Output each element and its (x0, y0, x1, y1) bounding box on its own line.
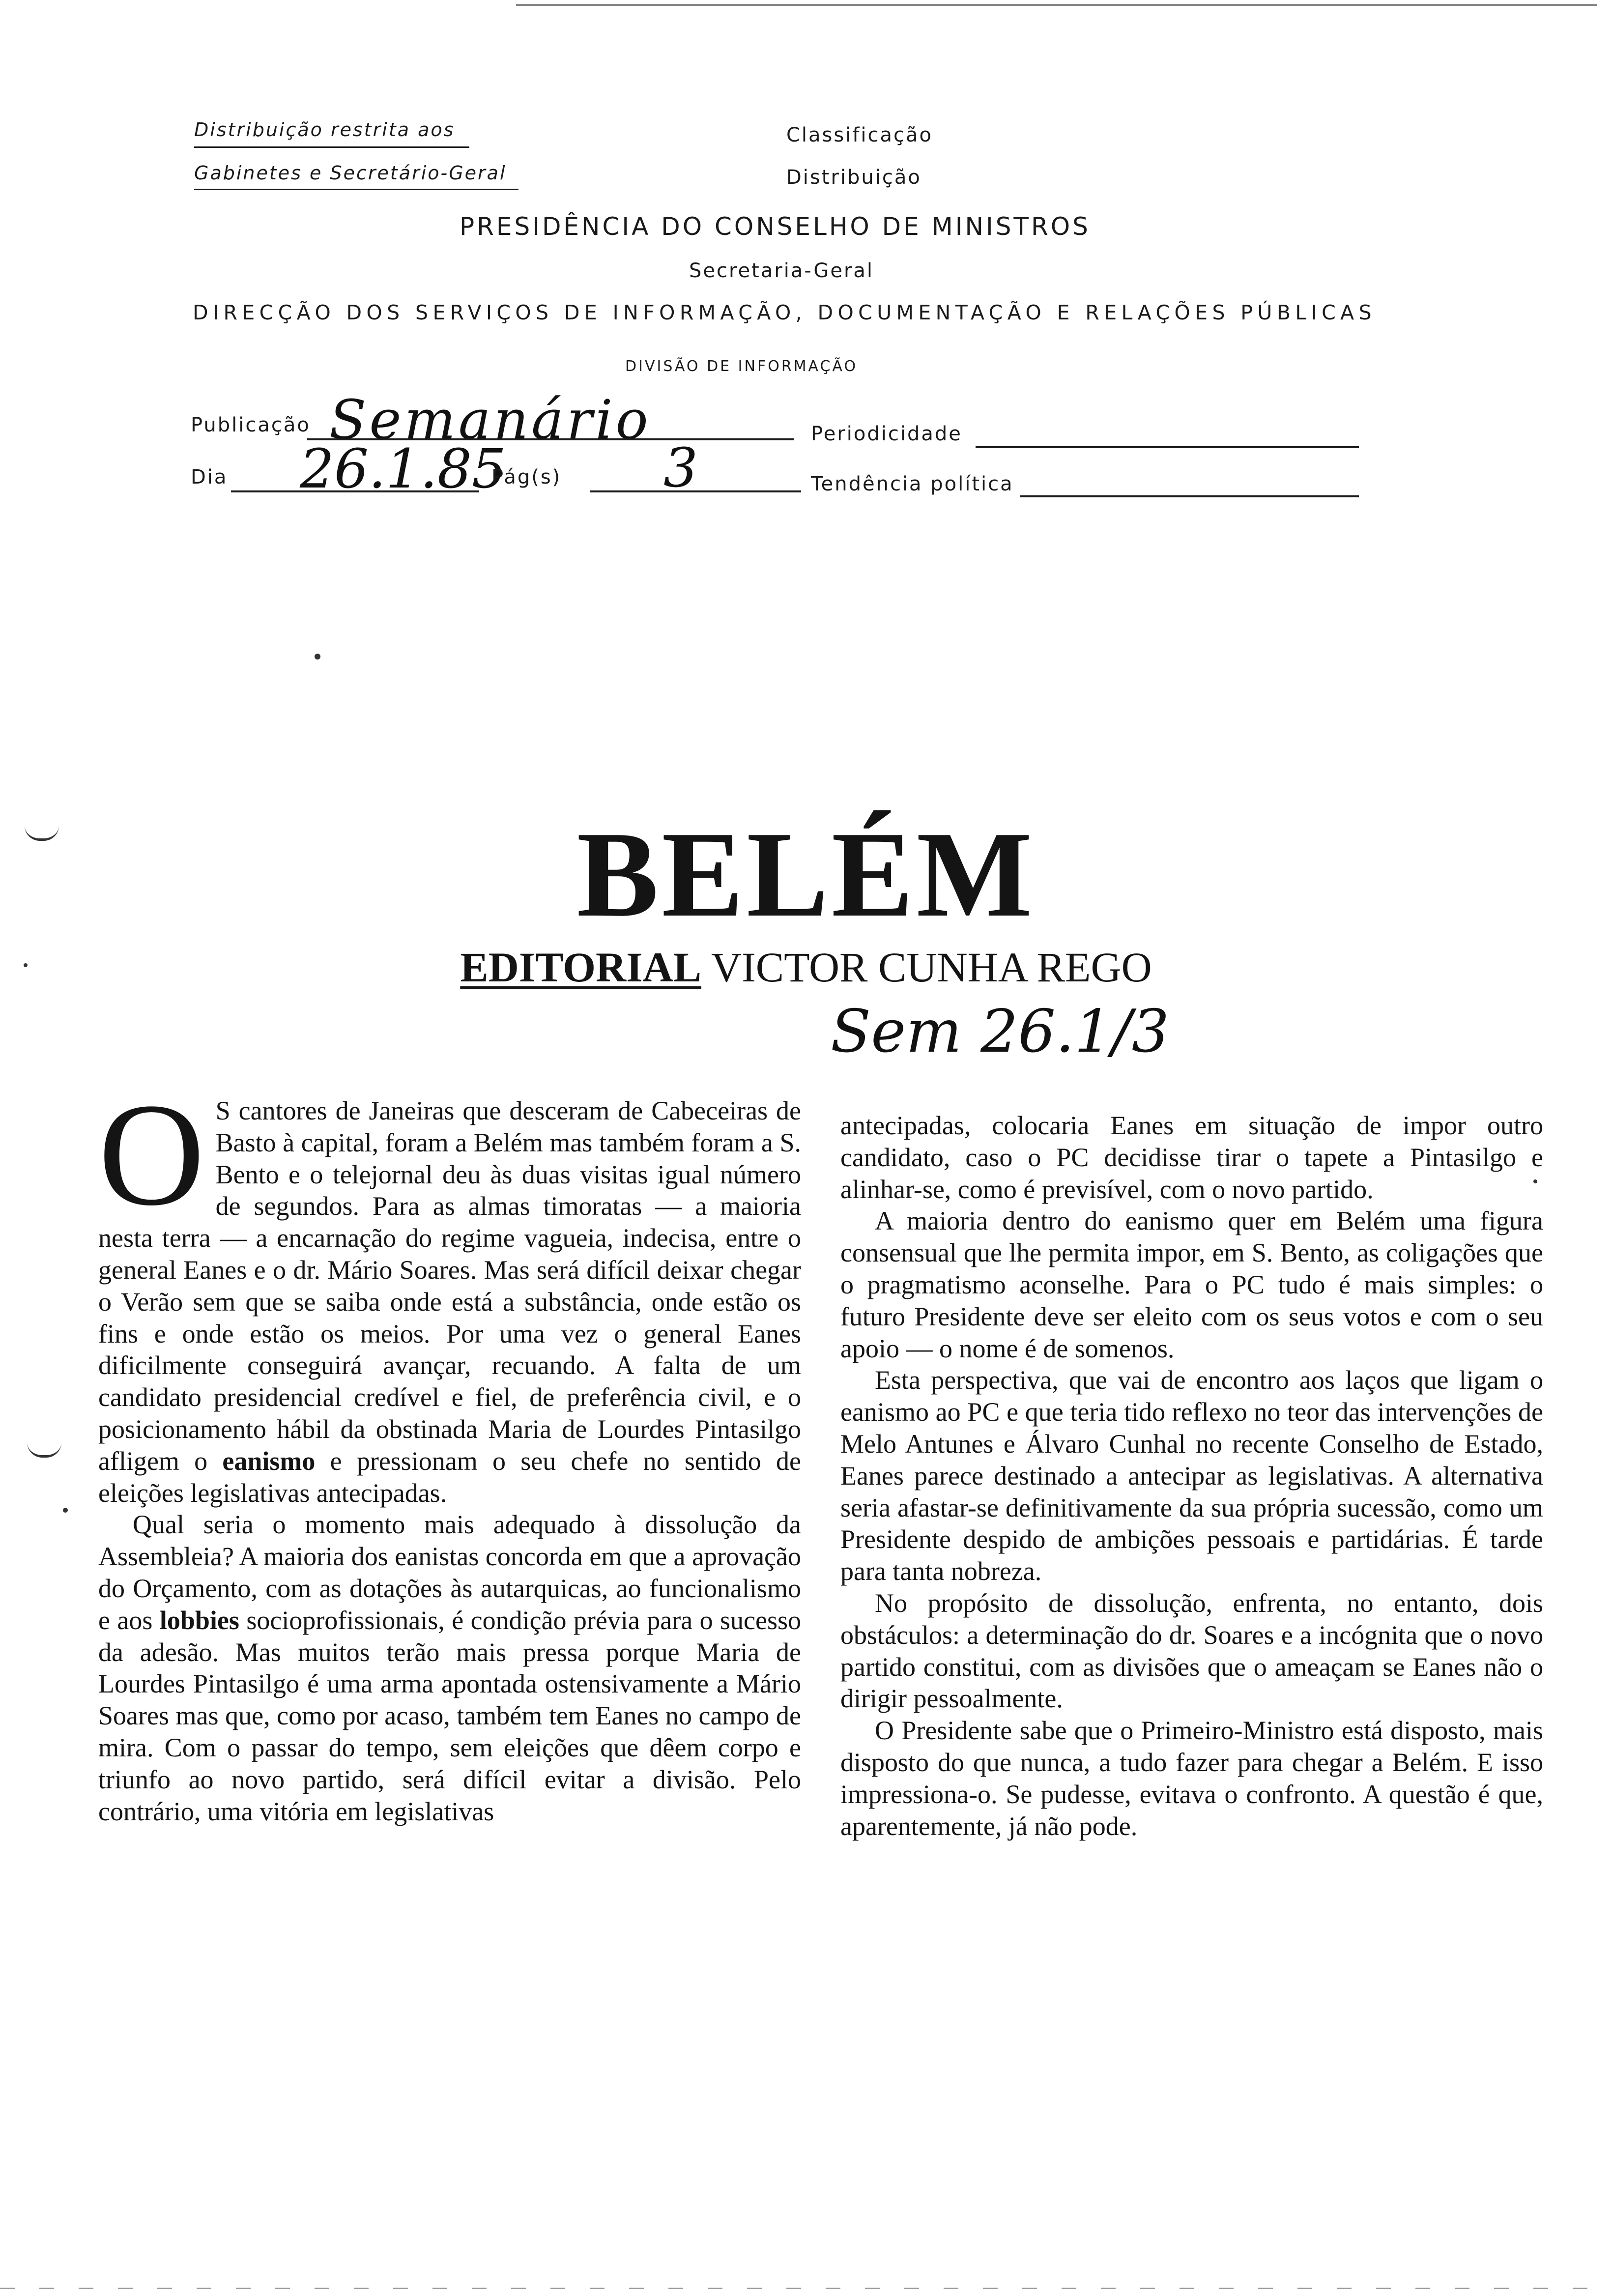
distribution-label: Distribuição (786, 166, 921, 189)
political-tendency-line (1020, 495, 1359, 497)
political-tendency-label: Tendência política (811, 473, 1014, 495)
secretariat-heading: Secretaria-Geral (689, 259, 874, 282)
top-scan-line (516, 4, 1597, 6)
day-value: 26.1.85 (300, 437, 506, 500)
presidency-heading: PRESIDÊNCIA DO CONSELHO DE MINISTROS (460, 212, 1091, 241)
article-column-1 (98, 1073, 802, 1827)
directorate-heading: DIRECÇÃO DOS SERVIÇOS DE INFORMAÇÃO, DOCUMENTAÇÃO E RELAÇÕES PÚBLICAS (193, 301, 1376, 324)
article-paragraph: O Presidente sabe que o Primeiro-Ministro está disposto, mais disposto do que nunca, a tudo fazer para chegar a Belém. E isso impressiona-o. Se pudesse, evitava o confronto. A questão é que, aparentemente, já não pode. (840, 1716, 1543, 1841)
article-paragraph (98, 1509, 801, 1827)
paragraph-text: e pressionam o seu chefe no sentido de eleições legislativas antecipadas. (98, 1446, 802, 1508)
day-label: Dia (191, 466, 228, 488)
dropcap: O (98, 1073, 205, 1236)
periodicity-line (976, 446, 1359, 448)
article-column-2 (840, 1110, 1543, 1842)
article-paragraph: antecipadas, colocaria Eanes em situação de impor outro candidato, caso o PC decidisse tirar o tapete a Pintasilgo e alinhar-se, como é previsível, com o novo partido. (840, 1111, 1543, 1204)
publication-value: Semanário (329, 388, 651, 451)
pages-line (590, 490, 801, 492)
left-scan-mark (27, 1442, 61, 1458)
scan-speck (63, 1508, 68, 1513)
periodicity-label: Periodicidade (811, 423, 962, 445)
byline-kind: EDITORIAL (460, 944, 702, 991)
article-paragraph (98, 1073, 802, 1509)
bottom-scan-line (0, 2288, 1612, 2289)
distribution-line-1: Distribuição restrita aos (194, 119, 455, 141)
paragraph-text: socioprofissionais, é condição prévia para o sucesso da adesão. Mas muitos terão mais pressa porque Maria de Lourdes Pintasilgo é uma arma apontada ostensivamente a Mário Soares mas que, como por acaso, também tem Eanes no campo de mira. Com o passar do tempo, sem eleições que dêem corpo e triunfo ao novo partido, será difícil evitar a divisão. Pelo contrário, uma vitória em legislativas (98, 1605, 802, 1826)
article-paragraph: A maioria dentro do eanismo quer em Belém uma figura consensual que lhe permita impor, em S. Bento, as coligações que o pragmatismo aconselhe. Para o PC tudo é mais simples: o futuro Presidente deve ser eleito com os seus votos e com o seu apoio — o nome é de somenos. (840, 1206, 1543, 1363)
paragraph-text: S cantores de Janeiras que desceram de Cabeceiras de Basto à capital, foram a Belém mas também foram a S. Bento e o telejornal deu às duas visitas igual número de segundos. Para as almas timoratas — a maioria nesta terra — a encarnação do regime vagueia, indecisa, entre o general Eanes e o dr. Mário Soares. Mas será difícil deixar chegar o Verão sem que se saiba onde está a substância, onde estão os fins e onde estão os meios. Por uma vez o general Eanes dificilmente conseguirá avançar, recuando. A falta de um candidato presidencial credível e fiel, de preferência civil, e o posicionamento hábil da obstinada Maria de Lourdes Pintasilgo afligem o (98, 1096, 801, 1476)
pages-value: 3 (663, 436, 698, 499)
pages-label: Pág(s) (491, 466, 562, 488)
paragraph-emphasis: eanismo (222, 1446, 316, 1476)
distribution-underline-1 (194, 146, 469, 148)
division-heading: DIVISÃO DE INFORMAÇÃO (625, 358, 858, 375)
article-paragraph: No propósito de dissolução, enfrenta, no entanto, dois obstáculos: a determinação do dr. Soares e a incógnita que o novo partido constitui, com as divisões que o ameaçam se Eanes não o dirigir pessoalmente. (840, 1588, 1543, 1714)
article-title: BELÉM (576, 806, 1036, 943)
scan-speck (315, 654, 320, 660)
byline-author: VICTOR CUNHA REGO (711, 944, 1152, 991)
byline (0, 943, 1612, 992)
article-paragraph: Esta perspectiva, que vai de encontro aos laços que ligam o eanismo ao PC e que teria tido reflexo no teor das intervenções de Melo Antunes e Álvaro Cunhal no recente Conselho de Estado, Eanes parece destinado a antecipar as legislativas. A alternativa seria afastar-se definitivamente da sua própria sucessão, como um Presidente despido de ambições pessoais e partidárias. É tarde para tanta nobreza. (840, 1365, 1543, 1586)
day-line (231, 490, 479, 492)
distribution-underline-2 (194, 189, 518, 190)
paragraph-emphasis: lobbies (159, 1605, 239, 1635)
publication-label: Publicação (191, 414, 311, 436)
classification-label: Classificação (786, 124, 933, 146)
paragraph-text: Qual seria o momento mais adequado à dissolução da Assembleia? A maioria dos eanistas concorda em que a aprovação do Orçamento, com as dotações às autarquicas, ao funcionalismo e aos (98, 1510, 801, 1635)
distribution-line-2: Gabinetes e Secretário-Geral (194, 162, 507, 184)
handwritten-note: Sem 26.1/3 (831, 998, 1170, 1066)
